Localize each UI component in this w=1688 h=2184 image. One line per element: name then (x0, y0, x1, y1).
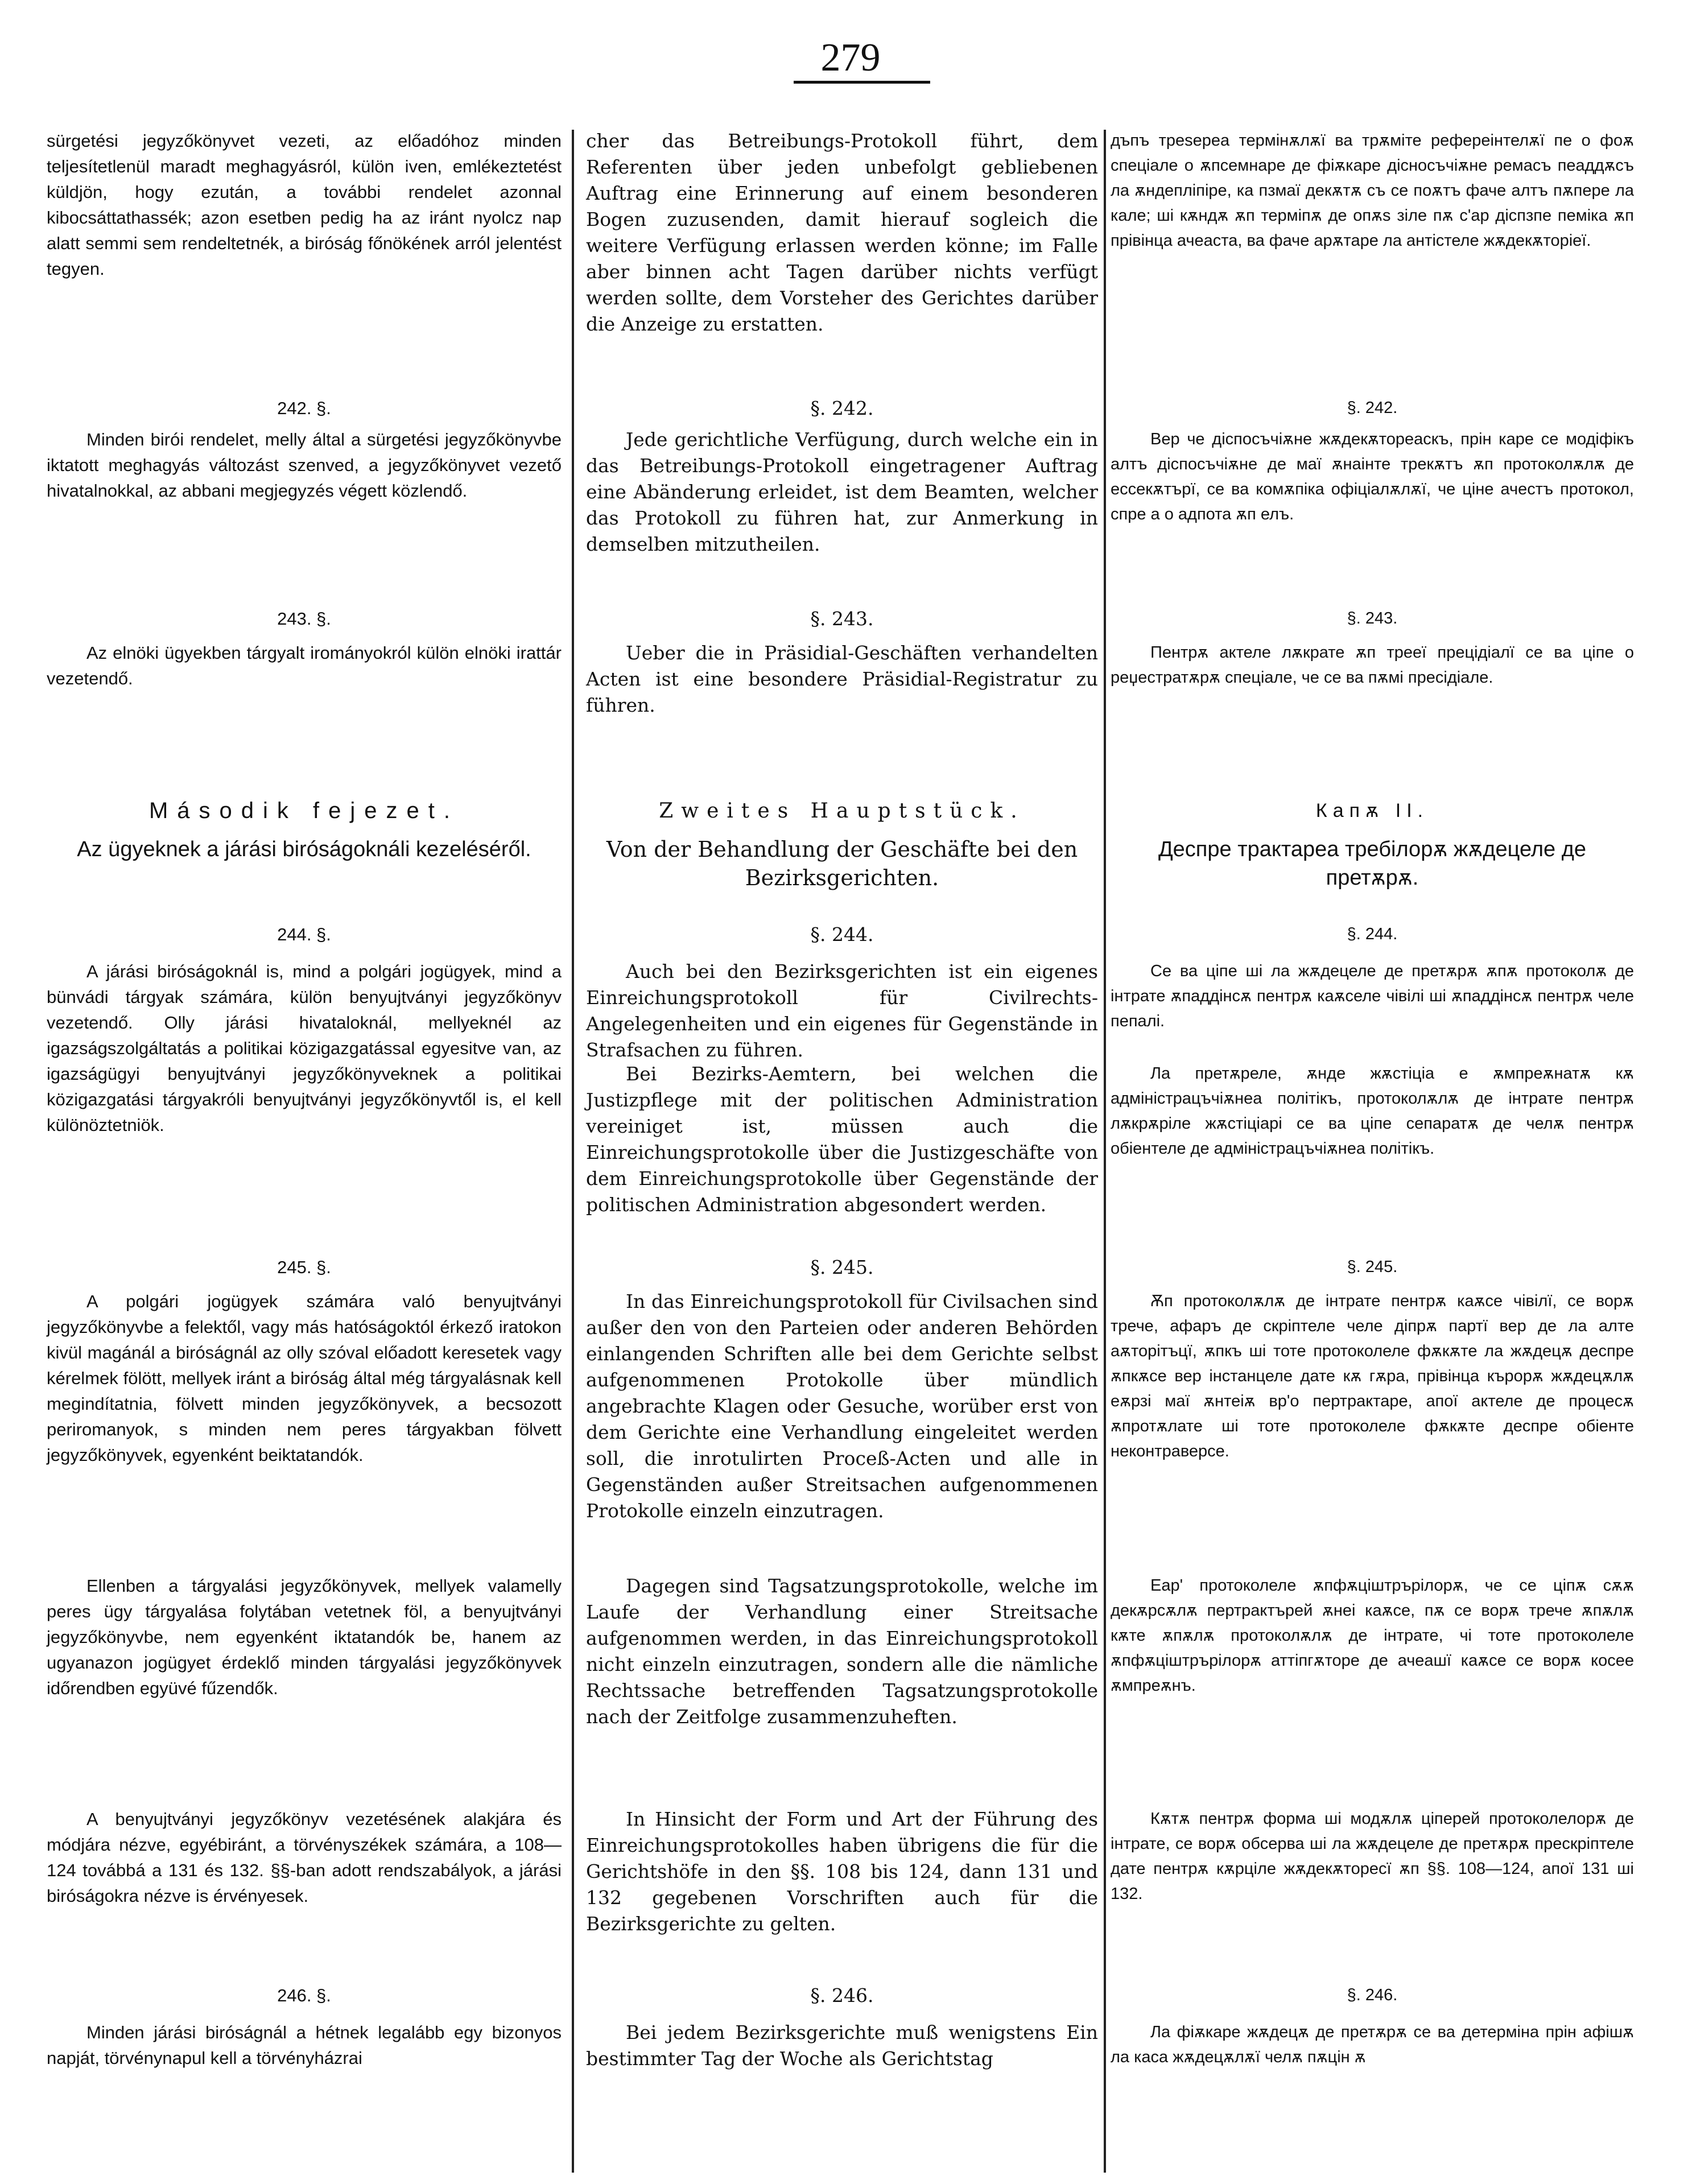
section-heading: §. 244. (810, 923, 874, 946)
section-heading: §. 243. (810, 608, 874, 630)
section-heading: §. 243. (1347, 609, 1398, 627)
page-number-rule (794, 81, 930, 84)
section-heading: 245. §. (277, 1257, 331, 1277)
hungarian-column (47, 128, 562, 2178)
paragraph: Dagegen sind Tagsatzungsprotokolle, welche im Laufe der Verhandlung einer Streitsache aufgenommen werden, in das Einreichungsprotokoll nicht einzeln einzutragen, sondern alle die nämliche Rechtssache betreffenden Tagsatzungsprotokolle nach der Zeitfolge zusammenzuheften. (586, 1575, 1098, 1728)
german-column (586, 128, 1098, 2178)
paragraph: Ла претѫреле, ѫнде жѫстіціа е ѫмпреѫнатѫ кѫ адміністрацъчіѫнеа політікъ, протоколѫлѫ де інтрате пентрѫ лѫкрѫріле жѫстіціарі се ва ціпе сепаратѫ де челѫ пентрѫ обіентеле де адміністрацъчіѫнеа політікъ. (1111, 1064, 1634, 1158)
paragraph: Се ва ціпе ші ла жѫдецеле де претѫрѫ ѫпѫ протоколѫ де інтрате ѫпаддінсѫ пентрѫ каѫселе чівілі ші ѫпаддінсѫ пентрѫ челе пепалі. (1111, 962, 1634, 1030)
section-heading: §. 242. (1347, 399, 1398, 417)
section-heading: §. 246. (810, 1984, 874, 2007)
paragraph: In Hinsicht der Form und Art der Führung des Einreichungsprotokolles haben übrigens die für die Gerichtshöfe in den §§. 108 bis 124, dann 131 und 132 gegebenen Vorschriften auch für die Bezirksgerichte zu gelten. (586, 1808, 1098, 1935)
paragraph: Ueber die in Präsidial-Geschäften verhandelten Acten ist eine besondere Präsidial-Registratur zu führen. (586, 642, 1098, 716)
section-heading: §. 244. (1347, 925, 1398, 943)
section-heading: §. 242. (810, 397, 874, 419)
paragraph: A benyujtványi jegyzőkönyv vezetésének alakjára és módjára nézve, egyébiránt, a törvényszékek számára, a 108—124 továbbá a 131 és 132. §§-ban adott rendszabályok, a járási biróságokra nézve is érvényesek. (47, 1809, 562, 1906)
paragraph: Еар' протоколеле ѫпфѫціштрърілорѫ, че се ціпѫ сѫѫ декѫрсѫлѫ пертрактърей ѫнеі каѫсе, пѫ се ворѫ тречe ѫпѫлѫ кѫте ѫпѫлѫ протоколѫлѫ де інтрате, чі тоте протоколеле ѫпфѫціштрърілорѫ аттіпгѫтоpе де ачеашї каѫсе се ворѫ косее ѫмпреѫнъ. (1111, 1576, 1634, 1695)
chapter-subtitle: Az ügyeknek a járási biróságoknáli kezeléséről. (77, 837, 531, 861)
chapter-title: Zweites Hauptstück. (659, 799, 1025, 823)
page-number: 279 (820, 36, 881, 80)
column-divider (572, 130, 574, 2173)
paragraph: дъпъ треѕереа термінѫлѫї ва трѫміте рефереінтелѫї пе о фоѫ спеціале о ѫпсемнаре де фіѫкаре дісносъчіѫне ремасъ пеаддѫсъ ла ѫндепліпіре, ка пзмаї декѫтѫ съ се поѫтъ фаче алтъ пѫпере ла кале; ші кѫндѫ ѫп терміпѫ де опѫѕ зіле пѫ с'ар діспзпе пеміка ѫп прівінца ачеаста, ва фаче арѫтаре ла антістеле жѫдекѫторіеї. (1111, 131, 1634, 250)
paragraph: Ѫп протоколѫлѫ де інтрате пентрѫ каѫсе чівілї, се ворѫ тречe, афаръ де скріптеле челе діпрѫ партї вер де ла алте аѫторітъцї, ѫпкъ ші тоте протоколеле фѫкѫте ла жѫдецѫ деспре ѫпкѫсе вер інстанцеле дате кѫ гѫра, прівінца кърорѫ жѫдецѫлѫ еѫрзі маї ѫнтеіѫ вр'о пертрактаре, апої актеле де процесѫ ѫпротѫлате ші тоте протоколеле фѫкѫте деспре обіенте неконтраверсе. (1111, 1292, 1634, 1460)
paragraph: sürgetési jegyzőkönyvet vezeti, az előadóhoz minden teljesítetlenül maradt meghagyásról, külön iven, emlékeztetést küldjön, hogy ezután, a további rendelet azonnal kibocsáttathassék; azon esetben pedig ha az iránt nyolcz nap alatt semmi sem rendeltetnék, a biróság főnökének arról jelentést tegyen. (47, 131, 562, 279)
paragraph: Вер че діспосъчіѫне жѫдекѫтореаскъ, прін каре се модіфікъ алтъ діспосъчіѫне де маї ѫнаінте трекѫтъ ѫп протоколѫлѫ де ессекѫтърї, се ва комѫпіка офіціалѫлѫї, че ціне ачестъ протокол, спре а о адпота ѫп елъ. (1111, 430, 1634, 523)
section-heading: 244. §. (277, 924, 331, 944)
paragraph: Ла фіѫкаре жѫдецѫ де претѫрѫ се ва детерміна прін афішѫ ла каса жѫдецѫлѫї челѫ пѫцін ѫ (1111, 2023, 1634, 2066)
paragraph: Minden birói rendelet, melly által a sürgetési jegyzőkönyvbe iktatott meghagyás változást szenved, a jegyzőkönyvet vezető hivatalnokkal, az abbani megjegyzés végett közlendő. (47, 430, 562, 501)
section-heading: §. 245. (810, 1256, 874, 1278)
section-heading: 243. §. (277, 609, 331, 629)
chapter-title: Második fejezet. (148, 798, 460, 823)
paragraph: In das Einreichungsprotokoll für Civilsachen sind außer den von den Parteien oder anderen Behörden einlangenden Schriften alle bei dem Gerichte selbst aufgenommenen Protokolle über mündlich angebrachte Klagen oder Gesuche, worüber erst von dem Gerichte eine Verhandlung eingeleitet werden soll, die inrotulirten Proceß-Acten und alle in Gegenständen außer Streitsachen aufgenommenen Protokolle einzeln einzutragen. (586, 1290, 1098, 1522)
section-heading: 246. §. (277, 1985, 331, 2005)
paragraph: Кѫтѫ пентрѫ форма ші модѫлѫ ціперей протоколелорѫ де інтрате, се ворѫ обсерва ші ла жѫдецеле де претѫрѫ прескріптеле дате пентрѫ кѫрціле жѫдекѫтореcї ѫп §§. 108—124, апої 131 ші 132. (1111, 1810, 1634, 1903)
paragraph: Bei jedem Bezirksgerichte muß wenigstens Ein bestimmter Tag der Woche als Gerichtstag (586, 2021, 1098, 2070)
column-divider (1104, 130, 1106, 2173)
paragraph: Minden járási biróságnál a hétnek legalább egy bizonyos napját, törvénynapul kell a törvényházrai (47, 2022, 562, 2068)
paragraph: Jede gerichtliche Verfügung, durch welche ein in das Betreibungs-Protokoll eingetragener Auftrag eine Abänderung erleidet, ist dem Beamten, welcher das Protokoll zu führen hat, zur Anmerkung in demselben mitzutheilen. (586, 428, 1098, 555)
paragraph: A polgári jogügyek számára való benyujtványi jegyzőkönyvbe a felektől, vagy más hatóságoktól érkező iratokon kivül magánál a biróságnál az olly szóval előadott keresetek vagy kérelmek fölött, mellyek iránt a biróság által még tárgyalásnak kell megindítatnia, fölvett minden jegyzőkönyvek, a becsozott periromanyok, s minden nem peres tárgyakban fölvett jegyzőkönyvek, egyenként beiktatandók. (47, 1291, 562, 1465)
chapter-title: Капѫ II. (1315, 800, 1429, 821)
paragraph: cher das Betreibungs-Protokoll führt, dem Referenten über jeden unbefolgt gebliebenen Auftrag eine Erinnerung auf einem besonderen Bogen zuzusenden, damit hierauf sogleich die weitere Verfügung erlassen werden könne; im Falle aber binnen acht Tagen darüber nichts verfügt werden sollte, dem Vorsteher des Gerichtes darüber die Anzeige zu erstatten. (586, 130, 1098, 335)
romanian-column (1111, 128, 1634, 2178)
paragraph: Ellenben a tárgyalási jegyzőkönyvek, mellyek valamelly peres ügy tárgyalása folytában vetetnek föl, a benyujtványi jegyzőkönyvbe, nem egyenként iktatandók be, hanem az ugyanazon jogügyet érdeklő minden tárgyalási jegyzőkönyvek időrendben együvé fűzendők. (47, 1576, 562, 1698)
paragraph: Bei Bezirks-Aemtern, bei welchen die Justizpflege mit der politischen Administration vereiniget ist, müssen auch die Einreichungsprotokolle über die Justizgeschäfte von dem Einreichungsprotokolle über Gegenstände der politischen Administration abgesondert werden. (586, 1063, 1098, 1216)
section-heading: 242. §. (277, 398, 331, 418)
chapter-subtitle: Von der Behandlung der Geschäfte bei den Bezirksgerichten. (606, 837, 1078, 890)
paragraph: A járási biróságoknál is, mind a polgári jogügyek, mind a bünvádi tárgyak számára, külön benyujtványi jegyzőkönyv vezetendő. Olly járási hivataloknál, mellyeknél az igazságszolgáltatás a politikai közigazgatással egyesitve van, az igazságügyi benyujtványi jegyzőkönyveknek a politikai közigazgatási tárgyakróli benyujtványi jegyzőkönyvtől is, el kell különöztetniök. (47, 961, 562, 1135)
paragraph: Пентрѫ актеле лѫкрате ѫп трееї прецідіалї се ва ціпе о реџестратѫрѫ спеціале, че се ва пѫмі пресідіале. (1111, 643, 1634, 687)
paragraph: Az elnöki ügyekben tárgyalt irományokról külön elnöki irattár vezetendő. (47, 643, 562, 688)
paragraph: Auch bei den Bezirksgerichten ist ein eigenes Einreichungsprotokoll für Civilrechts-Angelegenheiten und ein eigenes für Gegenstände in Strafsachen zu führen. (586, 960, 1098, 1061)
section-heading: §. 246. (1347, 1986, 1398, 2004)
chapter-subtitle: Деспре трактареа требілорѫ жѫдецеле де претѫрѫ. (1158, 837, 1587, 890)
section-heading: §. 245. (1347, 1258, 1398, 1276)
